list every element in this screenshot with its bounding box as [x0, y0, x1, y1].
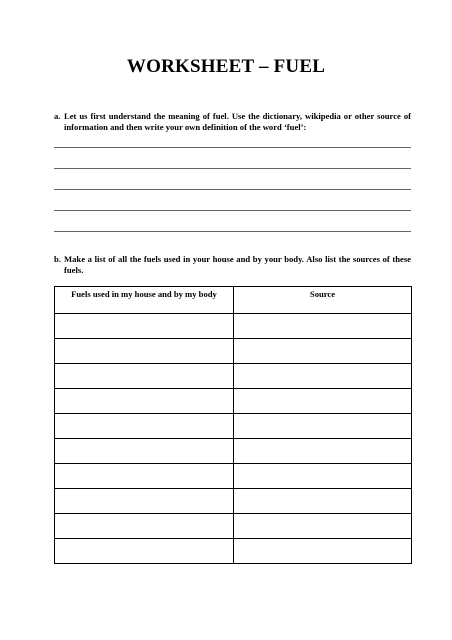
source-cell[interactable] [234, 464, 412, 489]
table-row [55, 464, 412, 489]
fuel-cell[interactable] [55, 514, 234, 539]
fuel-cell[interactable] [55, 314, 234, 339]
fuel-cell[interactable] [55, 464, 234, 489]
fuel-cell[interactable] [55, 489, 234, 514]
table-row [55, 414, 412, 439]
source-cell[interactable] [234, 314, 412, 339]
source-cell[interactable] [234, 364, 412, 389]
fuel-cell[interactable] [55, 364, 234, 389]
table-row [55, 539, 412, 564]
page-title: WORKSHEET – FUEL [126, 56, 326, 77]
question-b-text: Make a list of all the fuels used in your house and by your body. Also list the sources of these fuels. [64, 254, 411, 275]
source-cell[interactable] [234, 414, 412, 439]
table-row [55, 314, 412, 339]
source-cell[interactable] [234, 439, 412, 464]
table-header-row [55, 287, 412, 314]
question-a-label: a. [54, 111, 61, 121]
answer-line[interactable] [54, 189, 411, 190]
answer-line[interactable] [54, 168, 411, 169]
fuel-cell[interactable] [55, 539, 234, 564]
source-cell[interactable] [234, 389, 412, 414]
answer-line[interactable] [54, 210, 411, 211]
table-row [55, 439, 412, 464]
fuel-cell[interactable] [55, 389, 234, 414]
fuels-column-header: Fuels used in my house and by my body [55, 287, 234, 314]
question-a [54, 111, 411, 133]
answer-line[interactable] [54, 147, 411, 148]
source-column-header: Source [234, 287, 412, 314]
table-row [55, 489, 412, 514]
fuels-table [54, 286, 412, 564]
table-row [55, 389, 412, 414]
answer-line[interactable] [54, 231, 411, 232]
fuel-cell[interactable] [55, 439, 234, 464]
fuel-cell[interactable] [55, 339, 234, 364]
source-cell[interactable] [234, 489, 412, 514]
source-cell[interactable] [234, 514, 412, 539]
fuel-cell[interactable] [55, 414, 234, 439]
table-row [55, 514, 412, 539]
question-b-label: b. [54, 254, 61, 264]
source-cell[interactable] [234, 339, 412, 364]
question-b [54, 254, 411, 276]
table-row [55, 339, 412, 364]
table-row [55, 364, 412, 389]
question-a-text: Let us first understand the meaning of fuel. Use the dictionary, wikipedia or other source of information and then write your own definition of the word ‘fuel’: [64, 111, 411, 132]
source-cell[interactable] [234, 539, 412, 564]
